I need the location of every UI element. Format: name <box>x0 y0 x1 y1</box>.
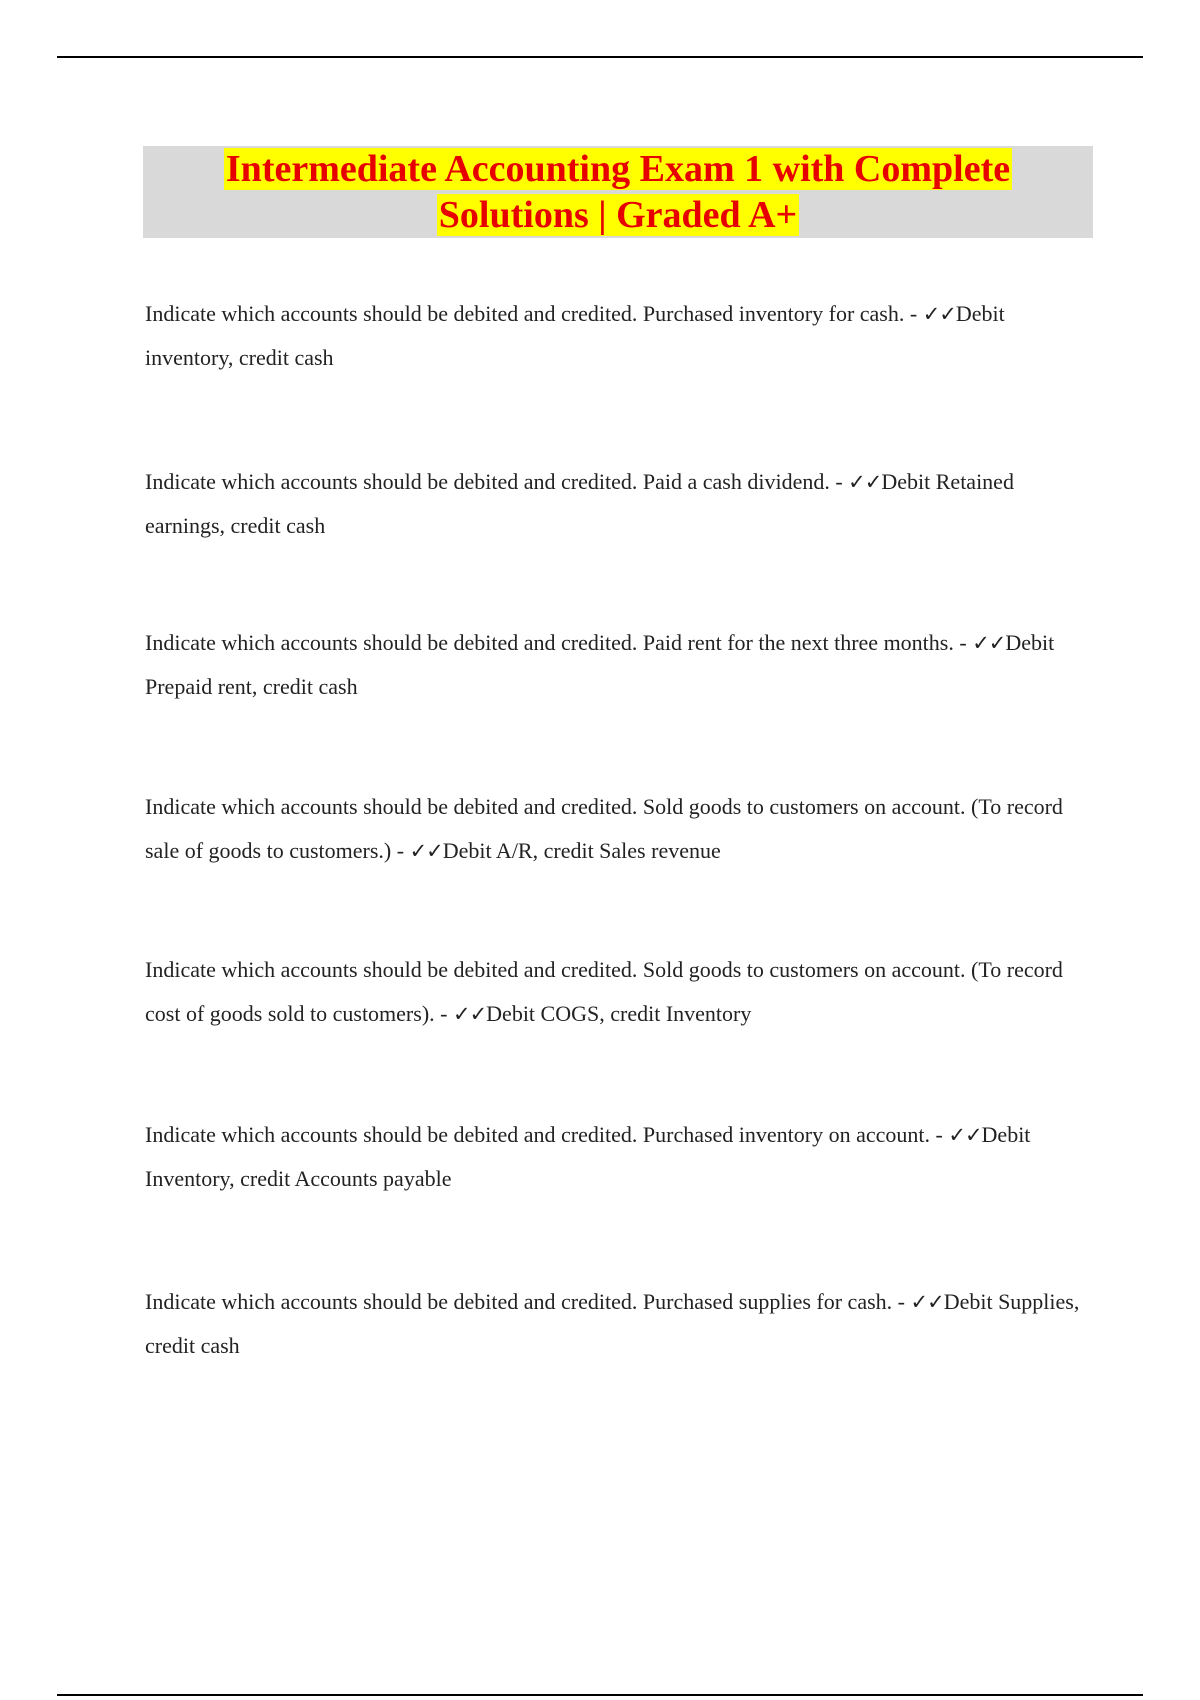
question-text: Indicate which accounts should be debited and credited. Paid a cash dividend. - <box>145 469 843 494</box>
document-title <box>224 146 1012 238</box>
double-check-icon: ✓✓ <box>848 470 882 494</box>
answer-text: Debit inventory, credit cash <box>145 301 1005 370</box>
double-check-icon: ✓✓ <box>452 1002 487 1026</box>
question-text: Indicate which accounts should be debited and credited. Paid rent for the next three months. - <box>145 630 967 655</box>
question-text: Indicate which accounts should be debited and credited. Sold goods to customers on account. (To record cost of goods sold to customers). - <box>145 957 1063 1026</box>
answer-text: Debit Inventory, credit Accounts payable <box>145 1122 1031 1191</box>
double-check-icon: ✓✓ <box>922 302 956 326</box>
answer-text: Debit Retained earnings, credit cash <box>145 469 1014 538</box>
double-check-icon: ✓✓ <box>948 1123 982 1147</box>
top-rule <box>57 56 1143 58</box>
answer-text: Debit Prepaid rent, credit cash <box>145 630 1055 699</box>
answer-text: Debit Supplies, credit cash <box>145 1289 1080 1358</box>
qa-item <box>145 292 1090 380</box>
title-line-2: Solutions | Graded A+ <box>438 194 798 236</box>
qa-item <box>145 621 1090 709</box>
answer-text: Debit COGS, credit Inventory <box>486 1001 752 1026</box>
question-text: Indicate which accounts should be debited and credited. Purchased inventory for cash. - <box>145 301 918 326</box>
bottom-rule <box>57 1694 1143 1696</box>
qa-item <box>145 460 1090 548</box>
title-banner <box>143 146 1093 238</box>
question-text: Indicate which accounts should be debited and credited. Sold goods to customers on account. (To record sale of goods to customers.) - <box>145 794 1063 863</box>
double-check-icon: ✓✓ <box>409 839 443 863</box>
qa-item <box>145 1280 1090 1368</box>
double-check-icon: ✓✓ <box>972 631 1006 655</box>
question-text: Indicate which accounts should be debited and credited. Purchased supplies for cash. - <box>145 1289 905 1314</box>
question-text: Indicate which accounts should be debited and credited. Purchased inventory on account. - <box>145 1122 943 1147</box>
double-check-icon: ✓✓ <box>910 1290 944 1314</box>
qa-item <box>145 948 1090 1036</box>
qa-item <box>145 785 1090 873</box>
qa-item <box>145 1113 1090 1201</box>
answer-text: Debit A/R, credit Sales revenue <box>442 838 721 863</box>
title-line-1: Intermediate Accounting Exam 1 with Complete <box>225 148 1011 190</box>
